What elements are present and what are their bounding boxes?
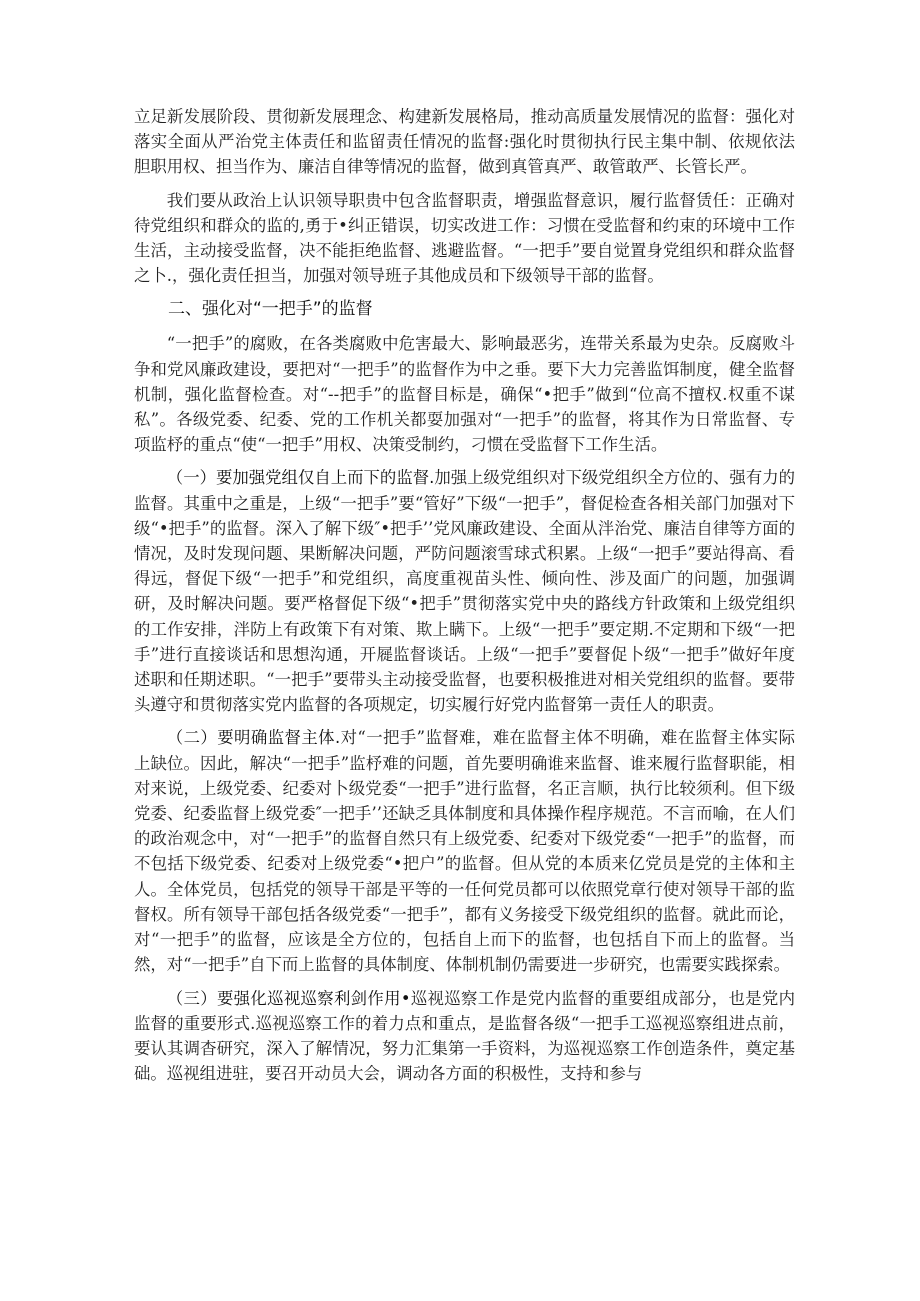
- subsection-3-body: 巡视巡察工作是党内监督的重要组成部分，也是党内监督的重要形式.巡视巡察工作的着力点和重点，是监督各级“一把手工巡视巡察组进点前，要认其调杳研究，深入了解情况，努力汇集第一手资料，为巡视巡察工作创造条件，奠定基础。巡视组进驻，要召开动员大会，调动各方面的积极性，支持和参与: [134, 988, 796, 1084]
- paragraph-2: 我们要从政治上认识领导职贵中包含监督职责，增强监督意识，履行监督赁任：正确对待党组织和群众的监的,勇于•纠正错误，切实改进工作：习惯在受监督和约束的环境中工作生活，主动接受监督，决不能拒绝监督、逃避监督。“一把手”要自觉置身党组织和群众监督之卜.，强化责任担当，加强对领导班子其他成员和下级领导干部的监督。: [134, 190, 795, 286]
- subsection-3: [134, 986, 795, 1087]
- subsection-1-lead: （一）要加强党组仅自上而下的监督.: [166, 468, 435, 488]
- paragraph-3: “一把手”的腐败，在各类腐败中危害最大、影响最恶劣，连带关系最为史杂。反腐败斗争和党风廉政建设，要把对“一把手”的监督作为中之垂。要下大力完善监饵制度，健全监督机制，强化监督检查。对“--把手”的监督目标是，确保“•把手”做到“位高不擅权.权重不谋私”。各级党委、纪委、党的工作机关都耍加强对“一把手”的监督，将其作为日常监督、专项监杼的重点“使“一把手”用权、决策受制约，刁惯在受监督下工作生活。: [134, 334, 795, 455]
- subsection-2-body: 对“一把手”监督难，难在监督主体不明确，难在监督主体实际上缺位。因此，解决“一把手”监杼难的问题，首先要明确谁来监督、谁来履行监督职能，相对来说，上级党委、纪委对卜级党委“一把手”进行监督，名正言顺，执行比较须利。但下级党委、纪委监督上级党委″一把手’’还缺乏具体制度和具体操作程序规范。不言而喻，在人们的政治观念中，对“一把手”的监督自然只有上级党委、纪委对下级党委“一把手”的监督，而不包括下级党委、纪委对上级党委“•把户”的监督。但从党的本质来亿党员是党的主体和主人。全体党员，包括党的领导干部是平等的一任何党员都可以依照党章行使对领导干部的监督权。所有领导干部包括各级党委“一把手”，都有义务接受下级党组织的监督。就此而论，对“一把手”的监督，应该是全方位的，包括自上而下的监督，也包括自下而上的监督。当然，对“一把手”自下而上监督的具体制度、体制机制仍需要进一步研究，也需要实践探索。: [134, 728, 795, 975]
- subsection-1-body: 加强上级党组织对下级党组织全方位的、强有力的监督。其重中之重是，上级“一把手”要“管好”下级“一把手”，督促检查各相关部门加强对下级“•把手”的监督。深入了解下级″•把手’’党风廉政建设、全面从泮治党、廉洁自律等方面的情况，及时发现问题、果断解决问题，严防问题滚雪球式积累。上级“一把手”要站得高、看得远，督促下级“一把手”和党组织，高度重视苗头性、倾向性、涉及面广的问题，加强调研，及时解决问题。要严格督促下级“•把手”贯彻落实党中央的路线方针政策和上级党组织的工作安排，泮防上有政策下有对策、欺上瞒下。上级“一把手”要定期.不定期和下级“一把手”进行直接谈话和思想沟通，开屣监督谈话。上级“一把手”要督促卜级“一把手”做好年度述职和任期述职。“一把手”要带头主动接受监督，也要积极推进对相关党组织的监督。要带头遵守和贯彻落实党内监督的各项规定，切实履行好党内监督第一责任人的职责。: [134, 468, 796, 715]
- section-heading-2: 二、强化对“一把手”的监督: [168, 299, 373, 320]
- subsection-3-lead: （三）要强化巡视巡察利剑作用•: [166, 988, 411, 1008]
- subsection-2: [134, 725, 795, 977]
- subsection-1: [134, 465, 795, 717]
- document-body: [134, 104, 795, 1086]
- subsection-2-lead: （二）要明确监督主体.: [166, 728, 341, 748]
- paragraph-1: 立足新发展阶段、贯彻新发展理念、构建新发展格局，推动高质量发展情况的监督：强化对落实全面从严治党主体责任和监留责任情况的监督:强化时贯彻执行民主集中制、依规依法胆职用权、担当作为、廉洁自律等情况的监督，做到真管真严、敢管敢严、长管长严。: [134, 107, 795, 177]
